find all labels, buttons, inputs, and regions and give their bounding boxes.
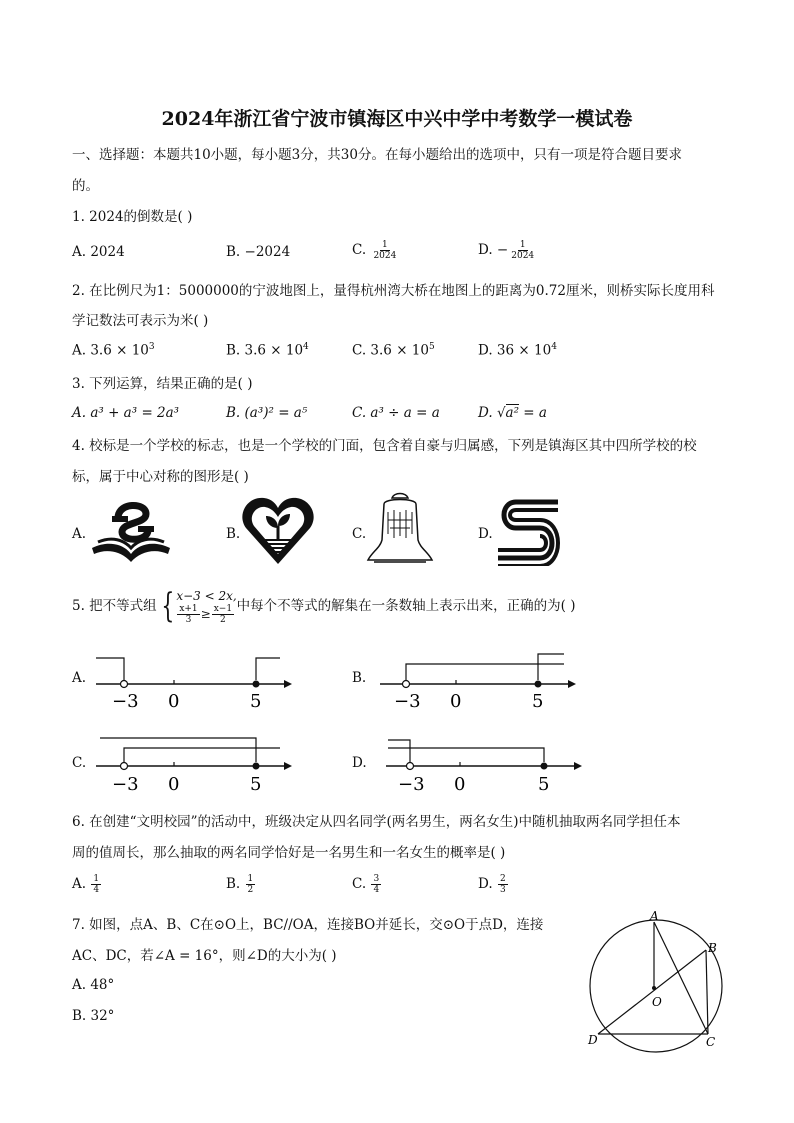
q3-option-d: D. √a² = a: [478, 405, 547, 421]
tick-label: 5: [532, 691, 544, 712]
tick-label: 5: [250, 691, 262, 712]
number-line-b: [380, 650, 576, 712]
q7-option-a: A. 48°: [72, 977, 115, 993]
point-label-d: D: [588, 1033, 598, 1047]
q5-stem: 5. 把不等式组 { x−3 < 2x, $\frac{x+1}{3}$ ≥ $\frac{x-1}{2}$ 中每个不等式的解集在一条数轴上表示出来，正确的为( ): [72, 586, 576, 626]
q3-option-c: C. a³ ÷ a = a: [352, 405, 440, 421]
section-heading-cont: 的。: [72, 178, 99, 194]
inequality-system: { x−3 < 2x, $\frac{x+1}{3}$ ≥ $\frac{x-1}{2}$: [161, 586, 237, 626]
number-line-d: [386, 734, 582, 796]
q7-option-b: B. 32°: [72, 1008, 115, 1024]
q2-stem-cont: 学记数法可表示为米( ): [72, 313, 209, 329]
school-logo-b-icon: [240, 492, 316, 568]
fraction: $\frac{1}{2024}$: [511, 240, 535, 261]
q7-stem-cont: AC、DC，若∠A = 16°，则∠D的大小为( ): [72, 948, 337, 964]
number-line-c: [96, 734, 292, 796]
q2-option-a: A. $3.6 \times 10^3$: [72, 342, 155, 359]
point-label-b: B: [708, 941, 717, 955]
section-heading: 一、选择题：本题共10小题，每小题3分，共30分。在每小题给出的选项中，只有一项是符合题目要求: [72, 147, 682, 163]
q7-stem: 7. 如图，点A、B、C在⊙O上，BC//OA，连接BO并延长，交⊙O于点D，连接: [72, 917, 544, 933]
q5-option-d: D.: [352, 755, 367, 771]
sqrt-sign: √: [496, 405, 506, 421]
q6-option-a: A. $\frac{1}{4}$: [72, 874, 100, 895]
school-logo-d-icon: [494, 496, 562, 566]
q4-option-c: C.: [352, 526, 367, 542]
tick-label: 0: [168, 691, 180, 712]
q2-option-c: C. $3.6 \times 10^5$: [352, 342, 435, 359]
point-label-o: O: [652, 995, 662, 1009]
number-line-a: [96, 650, 292, 712]
q6-option-d: D. $\frac{2}{3}$: [478, 874, 506, 895]
q6-option-b: B. $\frac{1}{2}$: [226, 874, 254, 895]
q5-option-b: B.: [352, 670, 367, 686]
q4-stem: 4. 校标是一个学校的标志，也是一个学校的门面，包含着自豪与归属感，下列是镇海区其中四所学校的校: [72, 438, 697, 454]
tick-label: 0: [168, 774, 180, 795]
circle-geometry-figure: [580, 910, 730, 1060]
q6-stem: 6. 在创建“文明校园”的活动中，班级决定从四名同学(两名男生，两名女生)中随机抽取两名同学担任本: [72, 814, 681, 830]
fraction: $\frac{1}{2024}$: [373, 240, 397, 261]
tick-label: −3: [394, 691, 421, 712]
q1-stem: 1. 2024的倒数是( ): [72, 209, 193, 225]
q2-option-d: D. $36 \times 10^4$: [478, 342, 557, 359]
q1-option-a: A. 2024: [72, 244, 125, 260]
tick-label: −3: [112, 774, 139, 795]
q4-option-d: D.: [478, 526, 493, 542]
tick-label: 0: [450, 691, 462, 712]
q4-option-a: A.: [72, 526, 87, 542]
tick-label: 5: [250, 774, 262, 795]
school-logo-a-icon: [88, 492, 174, 568]
tick-label: −3: [398, 774, 425, 795]
q1-option-b: B. −2024: [226, 244, 291, 260]
tick-label: 0: [454, 774, 466, 795]
point-label-c: C: [706, 1035, 716, 1049]
q5-option-a: A.: [72, 670, 87, 686]
q3-option-a: A. a³ + a³ = 2a³: [72, 405, 180, 421]
q1-option-d: D. − $\frac{1}{2024}$: [478, 240, 535, 261]
point-label-a: A: [650, 910, 659, 923]
q5-option-c: C.: [72, 755, 87, 771]
q1-option-c: C. $\frac{1}{2024}$: [352, 240, 397, 261]
school-logo-c-icon: [366, 490, 434, 568]
q2-stem: 2. 在比例尺为1：5000000的宁波地图上，量得杭州湾大桥在地图上的距离为0.72厘米，则桥实际长度用科: [72, 283, 715, 299]
q4-option-b: B.: [226, 526, 241, 542]
page-title: 2024年浙江省宁波市镇海区中兴中学中考数学一模试卷: [161, 108, 633, 130]
q2-option-b: B. $3.6 \times 10^4$: [226, 342, 309, 359]
tick-label: 5: [538, 774, 550, 795]
q6-stem-cont: 周的值周长，那么抽取的两名同学恰好是一名男生和一名女生的概率是( ): [72, 845, 506, 861]
q3-option-b: B. (a³)² = a⁵: [226, 405, 308, 421]
q4-stem-cont: 标，属于中心对称的图形是( ): [72, 469, 249, 485]
q3-stem: 3. 下列运算，结果正确的是( ): [72, 376, 253, 392]
q6-option-c: C. $\frac{3}{4}$: [352, 874, 380, 895]
tick-label: −3: [112, 691, 139, 712]
